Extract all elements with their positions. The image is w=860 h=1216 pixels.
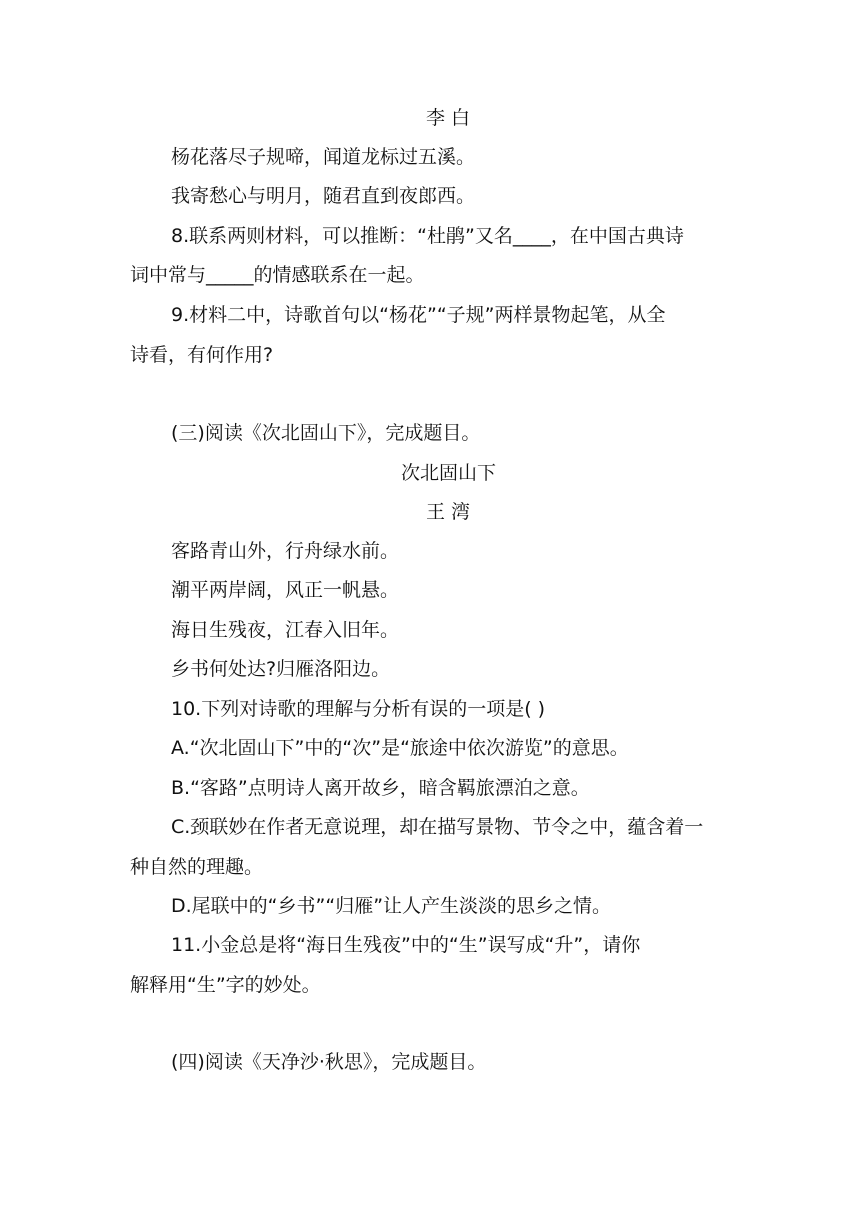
question-9-line-1: 9.材料二中，诗歌首句以“杨花”“子规”两样景物起笔，从全 [171,304,666,326]
section-3-poem-line-1: 客路青山外，行舟绿水前。 [171,540,400,562]
question-10-option-c-line-1: C.颈联妙在作者无意说理，却在描写景物、节令之中，蕴含着一 [171,816,704,838]
question-10-option-d: D.尾联中的“乡书”“归雁”让人产生淡淡的思乡之情。 [171,895,612,917]
section-3-poem-author: 王 湾 [426,501,471,523]
question-10-option-b: B.“客路”点明诗人离开故乡，暗含羁旅漂泊之意。 [171,777,590,799]
question-11-line-1: 11.小金总是将“海日生残夜”中的“生”误写成“升”，请你 [171,934,641,956]
question-8-line-1: 8.联系两则材料，可以推断：“杜鹃”又名____，在中国古典诗 [171,225,684,247]
question-8-line-2: 词中常与_____的情感联系在一起。 [130,264,425,286]
section-3-poem-line-4: 乡书何处达?归雁洛阳边。 [171,658,391,680]
question-11-line-2: 解释用“生”字的妙处。 [130,974,321,996]
section-4-heading: (四)阅读《天净沙·秋思》，完成题目。 [171,1051,487,1073]
section-3-poem-line-3: 海日生残夜，江春入旧年。 [171,619,400,641]
question-10-option-c-line-2: 种自然的理趣。 [130,856,264,878]
section-3-poem-title: 次北固山下 [401,462,497,484]
section-3-poem-line-2: 潮平两岸阔，风正一帆悬。 [171,579,400,601]
question-10-stem: 10.下列对诗歌的理解与分析有误的一项是( ) [171,698,546,720]
poem1-line-2: 我寄愁心与明月，随君直到夜郎西。 [171,185,476,207]
question-9-line-2: 诗看，有何作用? [130,344,274,366]
poem1-line-1: 杨花落尽子规啼，闻道龙标过五溪。 [171,146,476,168]
question-10-option-a: A.“次北固山下”中的“次”是“旅途中依次游览”的意思。 [171,737,629,759]
poem1-author: 李 白 [426,107,471,129]
section-3-heading: (三)阅读《次北固山下》，完成题目。 [171,422,481,444]
